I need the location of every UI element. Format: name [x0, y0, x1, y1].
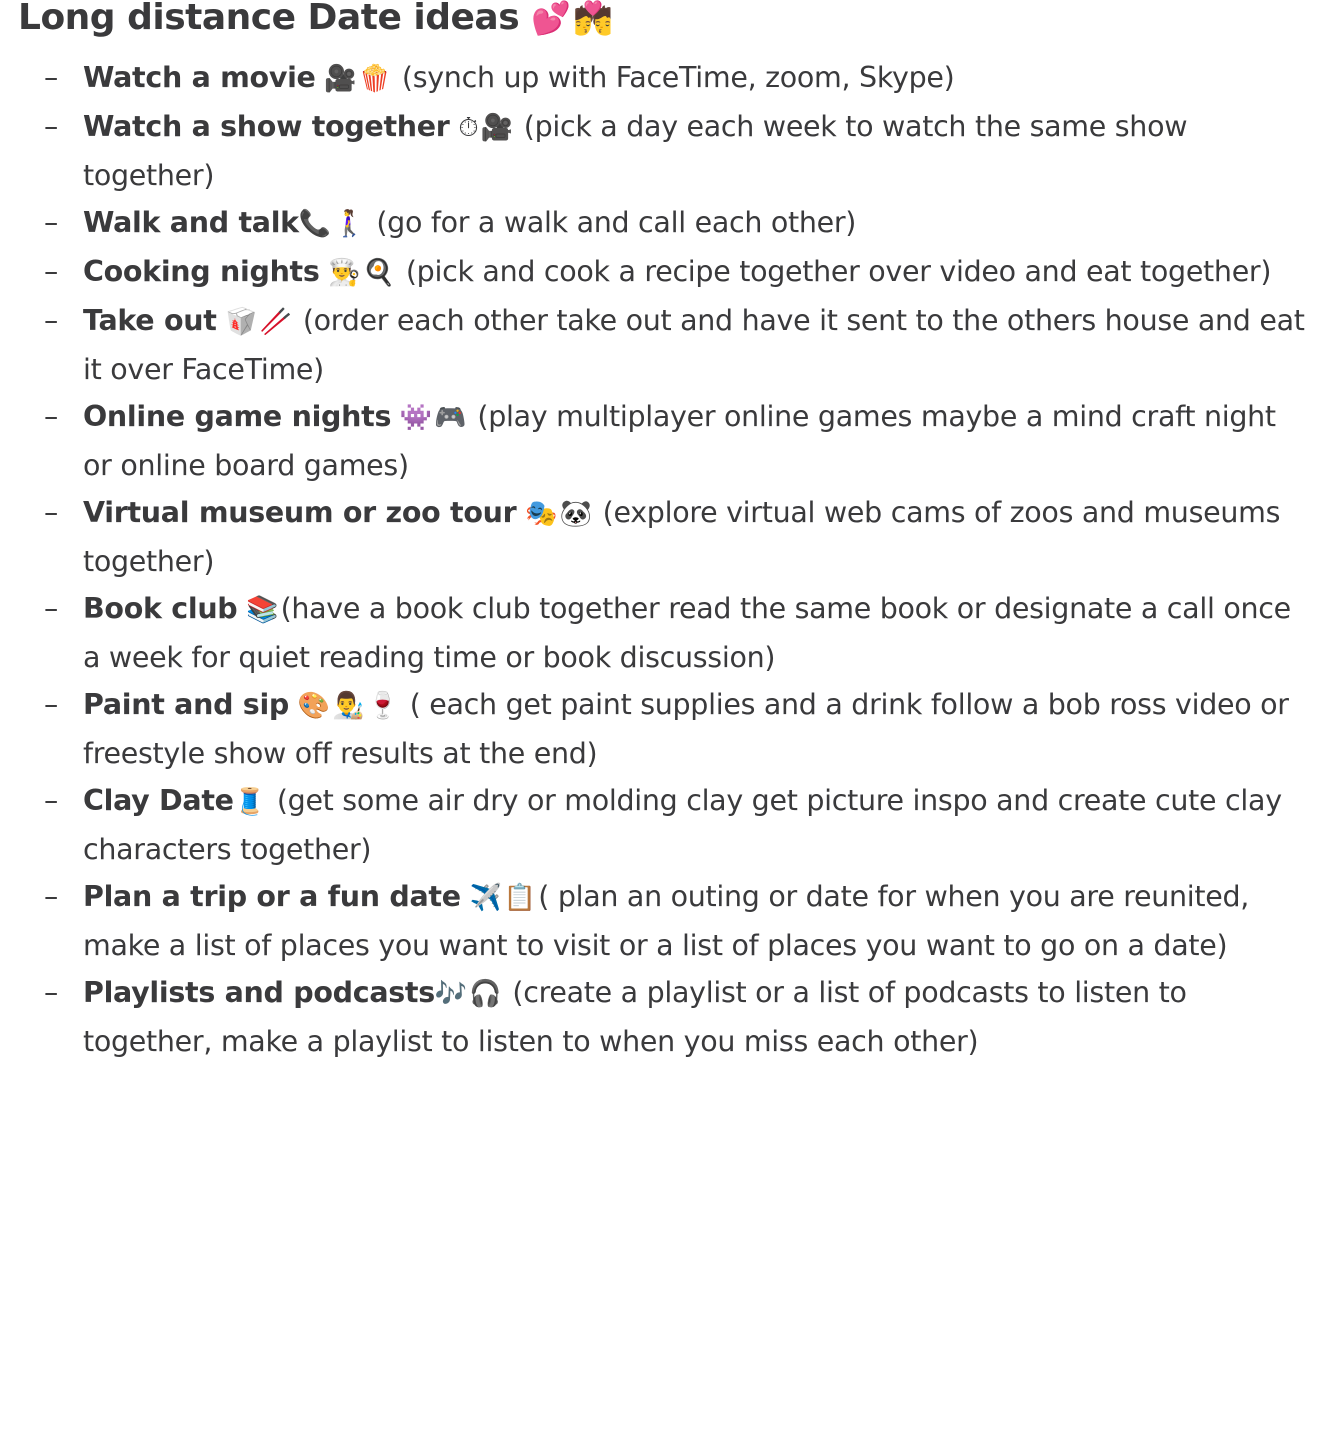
list-item: [40, 297, 1305, 393]
idea-name: Playlists and podcasts: [83, 976, 435, 1009]
music-notes-headphones-icon: 🎶🎧: [434, 979, 504, 1009]
bullet-dash: –: [44, 784, 58, 817]
list-item: [40, 873, 1305, 969]
idea-name: Paint and sip: [83, 688, 290, 721]
idea-description: (get some air dry or molding clay get picture inspo and create cute clay characters together): [83, 784, 1282, 866]
idea-name: Cooking nights: [83, 255, 320, 288]
bullet-dash: –: [44, 61, 58, 94]
idea-name: Book club: [83, 592, 238, 625]
stopwatch-movie-camera-icon: ⏱🎥: [458, 113, 515, 143]
bullet-dash: –: [44, 496, 58, 529]
idea-description: (play multiplayer online games maybe a mind craft night or online board games): [83, 400, 1276, 482]
idea-description: (go for a walk and call each other): [376, 206, 857, 239]
list-item: [40, 585, 1305, 681]
note-title-text: Long distance Date ideas: [18, 0, 520, 38]
idea-name: Walk and talk: [83, 206, 299, 239]
note-title: [18, 0, 615, 44]
list-item: [40, 969, 1305, 1065]
idea-name: Plan a trip or a fun date: [83, 880, 461, 913]
idea-name: Watch a movie: [83, 61, 316, 94]
bullet-dash: –: [44, 688, 58, 721]
theater-masks-panda-icon: 🎭🐼: [525, 499, 594, 529]
idea-description: (synch up with FaceTime, zoom, Skype): [401, 61, 955, 94]
bullet-dash: –: [44, 400, 58, 433]
idea-description: (pick a day each week to watch the same show together): [83, 110, 1188, 192]
idea-description: (pick and cook a recipe together over video and eat together): [405, 255, 1272, 288]
list-item: [40, 54, 1305, 103]
idea-name: Clay Date: [83, 784, 234, 817]
bullet-dash: –: [44, 206, 58, 239]
movie-camera-popcorn-icon: 🎥🍿: [324, 64, 394, 94]
alien-monster-gamepad-icon: 👾🎮: [399, 403, 469, 433]
idea-description: (have a book club together read the same book or designate a call once a week for quiet reading time or book discussion): [83, 592, 1291, 674]
bullet-dash: –: [44, 592, 58, 625]
idea-description: ( each get paint supplies and a drink follow a bob ross video or freestyle show off results at the end): [83, 688, 1289, 770]
list-item: [40, 489, 1305, 585]
cook-frying-pan-icon: 👨‍🍳🍳: [328, 258, 398, 288]
ideas-list: [40, 54, 1305, 1065]
books-icon: 📚: [246, 595, 281, 625]
list-item: [40, 103, 1305, 199]
takeout-box-chopsticks-icon: 🥡🥢: [225, 307, 295, 337]
airplane-clipboard-icon: ✈️📋: [469, 883, 539, 913]
list-item: [40, 681, 1305, 777]
hearts-kiss-icon: 💕💏: [531, 0, 615, 37]
list-item: [40, 199, 1305, 248]
bullet-dash: –: [44, 976, 58, 1009]
list-item: [40, 777, 1305, 873]
phone-walking-icon: 📞🚶‍♀️: [298, 209, 368, 239]
idea-name: Online game nights: [83, 400, 392, 433]
bullet-dash: –: [44, 304, 58, 337]
bullet-dash: –: [44, 255, 58, 288]
idea-name: Virtual museum or zoo tour: [83, 496, 517, 529]
idea-description: ( plan an outing or date for when you are reunited, make a list of places you want to visit or a list of places you want to go on a date): [83, 880, 1250, 962]
bullet-dash: –: [44, 110, 58, 143]
idea-description: (explore virtual web cams of zoos and museums together): [83, 496, 1281, 578]
idea-description: (create a playlist or a list of podcasts to listen to together, make a playlist to listen to when you miss each other): [83, 976, 1187, 1058]
idea-name: Watch a show together: [83, 110, 450, 143]
bullet-dash: –: [44, 880, 58, 913]
spool-of-thread-icon: 🧵: [233, 787, 269, 817]
list-item: [40, 248, 1305, 297]
idea-name: Take out: [83, 304, 217, 337]
list-item: [40, 393, 1305, 489]
palette-artist-wine-icon: 🎨👨‍🎨🍷: [297, 691, 401, 721]
idea-description: (order each other take out and have it sent to the others house and eat it over FaceTime): [83, 304, 1305, 386]
